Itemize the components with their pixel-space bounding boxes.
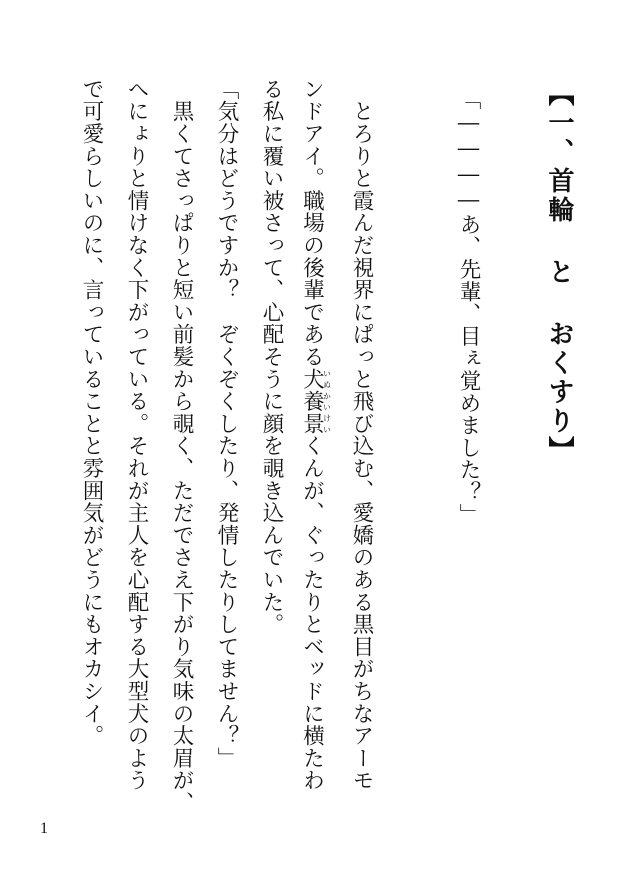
chapter-title: 【一、首輪 と おくすり】 — [544, 80, 574, 465]
text-line: 「気分はどうですか？ ぞくぞくしたり、発情したりしてません？」 — [214, 78, 239, 770]
text-line: る私に覆い被さって、心配そうに顔を覗き込んでいた。 — [259, 78, 284, 636]
ruby-base: 犬養景 — [299, 367, 325, 435]
ruby-reading: いぬかいけい — [322, 367, 332, 435]
text-line: で可愛らしいのに、言っていることと雰囲気がどうにもオカシイ。 — [79, 78, 104, 747]
text-line: 「――――あ、先輩、目ぇ覚めました？」 — [456, 88, 481, 526]
page-number: 1 — [40, 820, 48, 837]
text-line-after-ruby: くんが、ぐったりとベッドに横たわ — [299, 434, 325, 792]
ruby-name — [299, 367, 332, 435]
text-line-before-ruby: ンドアイ。職場の後輩である — [299, 78, 325, 368]
text-line — [297, 78, 332, 798]
text-line: 黒くてさっぱりと短い前髪から覗く、ただでさえ下がり気味の太眉が、 — [169, 78, 194, 814]
text-line: へにょりと情けなく下がっている。それが主人を心配する大型犬のよう — [124, 78, 149, 792]
text-line: とろりと霞んだ視界にぱっと飛び込む、愛嬌のある黒目がちなアーモ — [349, 78, 374, 792]
